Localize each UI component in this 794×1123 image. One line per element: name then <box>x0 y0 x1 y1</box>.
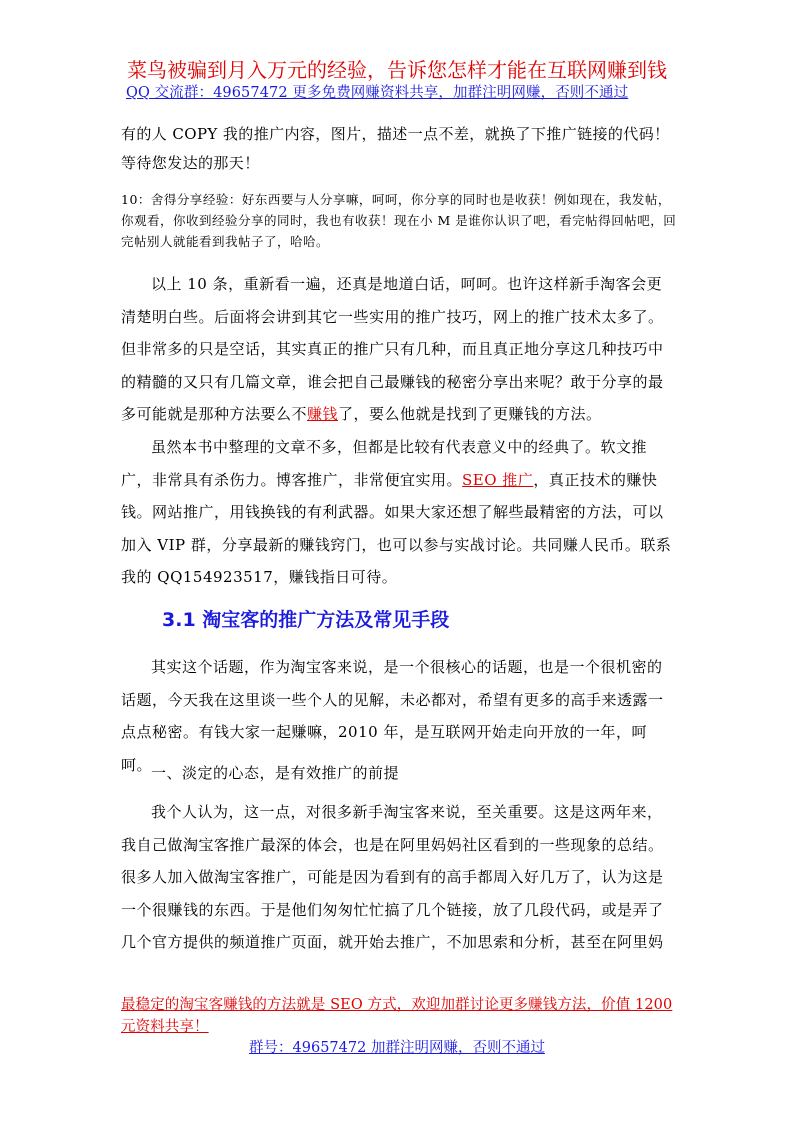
tip10-paragraph: 10：舍得分享经验：好东西要与人分享嘛，呵呵，你分享的同时也是收获！例如现在，我发帖，你观看，你收到经验分享的同时，我也有收获！现在小 M 是谁你认识了吧，看完帖得回帖吧，回完帖别人就能看到我帖子了，哈哈。 <box>121 192 677 249</box>
point1-body-block <box>121 796 677 959</box>
footer-group-link[interactable]: 群号：49657472 加群注明网赚，否则不通过 <box>249 1040 545 1056</box>
seo-promotion-link[interactable]: SEO 推广 <box>462 470 534 489</box>
book-text-a: 虽然本书中整理的文章不多，但都是比较有代表意义中的经典了。软文推广，非常具有杀伤力。博客推广，非常便宜实用。 <box>121 438 648 489</box>
intro-paragraph: 有的人 COPY 我的推广内容，图片，描述一点不差，就换了下推广链接的代码！等待您发达的那天！ <box>121 125 670 172</box>
book-text-b: ，真正技术的赚快钱。网站推广，用钱换钱的有利武器。如果大家还想了解些最精密的方法，可以加入 VIP 群，分享最新的赚钱窍门，也可以参与实战讨论。共同赚人民币。联系我的 QQ154923517，赚钱指日可待。 <box>121 470 672 586</box>
point1-title: 一、淡定的心态，是有效推广的前提 <box>151 764 400 782</box>
section-heading: 3.1 淘宝客的推广方法及常见手段 <box>162 609 450 631</box>
summary-paragraph <box>121 268 677 431</box>
header-title: 菜鸟被骗到月入万元的经验，告诉您怎样才能在互联网赚到钱 <box>127 58 667 82</box>
topic-paragraph: 其实这个话题，作为淘宝客来说，是一个很核心的话题，也是一个很机密的话题，今天我在这里谈一些个人的见解，未必都对，希望有更多的高手来透露一点点秘密。有钱大家一起赚嘛，2010 年，是互联网开始走向开放的一年，呵呵。 <box>121 658 664 774</box>
summary-block <box>121 268 677 431</box>
point1-body: 我个人认为，这一点，对很多新手淘宝客来说，至关重要。这是这两年来，我自己做淘宝客推广最深的体会，也是在阿里妈妈社区看到的一些现象的总结。很多人加入做淘宝客推广，可能是因为看到有的高手都周入好几万了，认为这是一个很赚钱的东西。于是他们匆匆忙忙搞了几个链接，放了几段代码，或是弄了几个官方提供的频道推广页面，就开始去推广，不加思索和分析，甚至在阿里妈 <box>121 803 664 951</box>
summary-text-a: 以上 10 条，重新看一遍，还真是地道白话，呵呵。也许这样新手淘客会更清楚明白些。后面将会讲到其它一些实用的推广技巧，网上的推广技术太多了。但非常多的只是空话，其实真正的推广只有几种，而且真正地分享这几种技巧中的精髓的又只有几篇文章，谁会把自己最赚钱的秘密分享出来呢？敢于分享的最多可能就是那种方法要么不 <box>121 275 664 423</box>
tip10-block <box>121 189 677 252</box>
footer-promo-link[interactable]: 最稳定的淘宝客赚钱的方法就是 SEO 方式，欢迎加群讨论更多赚钱方法，价值 1200 元资料共享！ <box>121 997 673 1035</box>
point1-title-block <box>121 757 677 790</box>
header-qq-group-link[interactable]: QQ 交流群：49657472 更多免费网赚资料共享，加群注明网赚，否则不通过 <box>126 85 629 101</box>
summary-text-b: 了，要么他就是找到了更赚钱的方法。 <box>338 405 602 423</box>
intro-paragraph-block <box>121 120 677 178</box>
earn-money-link[interactable]: 赚钱 <box>307 405 339 423</box>
book-paragraph <box>121 431 677 594</box>
book-block <box>121 431 677 594</box>
